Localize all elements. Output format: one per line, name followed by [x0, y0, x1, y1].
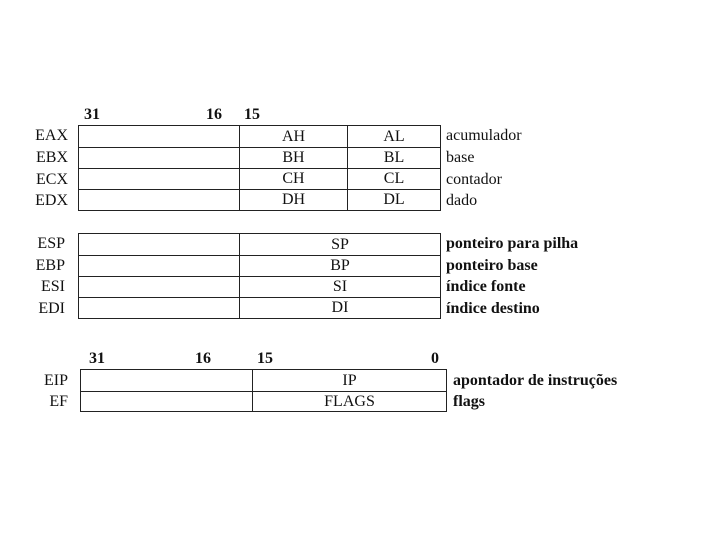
cell-flags: FLAGS	[324, 393, 375, 410]
bit-15-label: 15	[244, 106, 260, 123]
cell-ip: IP	[342, 372, 357, 389]
index-register-grid	[78, 233, 441, 319]
cell-al: AL	[383, 128, 405, 145]
desc-eax: acumulador	[446, 127, 522, 144]
cell-cl: CL	[383, 170, 405, 187]
register-name-esi: ESI	[41, 278, 65, 295]
desc-ecx: contador	[446, 171, 502, 188]
register-name-edi: EDI	[38, 300, 65, 317]
register-name-ecx: ECX	[36, 171, 68, 188]
cell-ch: CH	[282, 170, 305, 187]
general-register-grid	[78, 125, 441, 211]
desc-esi: índice fonte	[446, 278, 526, 295]
desc-ebp: ponteiro base	[446, 257, 538, 274]
cell-bl: BL	[383, 149, 405, 166]
register-name-eax: EAX	[35, 127, 68, 144]
desc-esp: ponteiro para pilha	[446, 235, 579, 252]
bit-16-label: 16	[195, 350, 211, 367]
cell-si: SI	[332, 278, 348, 295]
register-name-eip: EIP	[44, 372, 68, 389]
desc-eip: apontador de instruções	[453, 372, 618, 389]
register-name-edx: EDX	[35, 192, 68, 209]
cell-ah: AH	[281, 128, 306, 145]
cell-sp: SP	[331, 236, 349, 253]
special-register-grid	[80, 369, 447, 412]
desc-ef: flags	[453, 393, 485, 410]
desc-ebx: base	[446, 149, 475, 166]
cell-dl: DL	[383, 191, 405, 208]
desc-edx: dado	[446, 192, 478, 209]
register-name-esp: ESP	[37, 235, 65, 252]
cell-bh: BH	[282, 149, 305, 166]
cell-dh: DH	[281, 191, 306, 208]
bit-31-label: 31	[89, 350, 105, 367]
desc-edi: índice destino	[446, 300, 540, 317]
bit-16-label: 16	[206, 106, 222, 123]
bit-15-label: 15	[257, 350, 273, 367]
cell-bp: BP	[330, 257, 350, 274]
register-name-ebx: EBX	[36, 149, 68, 166]
register-name-ef: EF	[49, 393, 68, 410]
register-name-ebp: EBP	[35, 257, 65, 274]
cell-di: DI	[331, 299, 349, 316]
bit-0-label: 0	[431, 350, 439, 367]
bit-31-label: 31	[84, 106, 100, 123]
